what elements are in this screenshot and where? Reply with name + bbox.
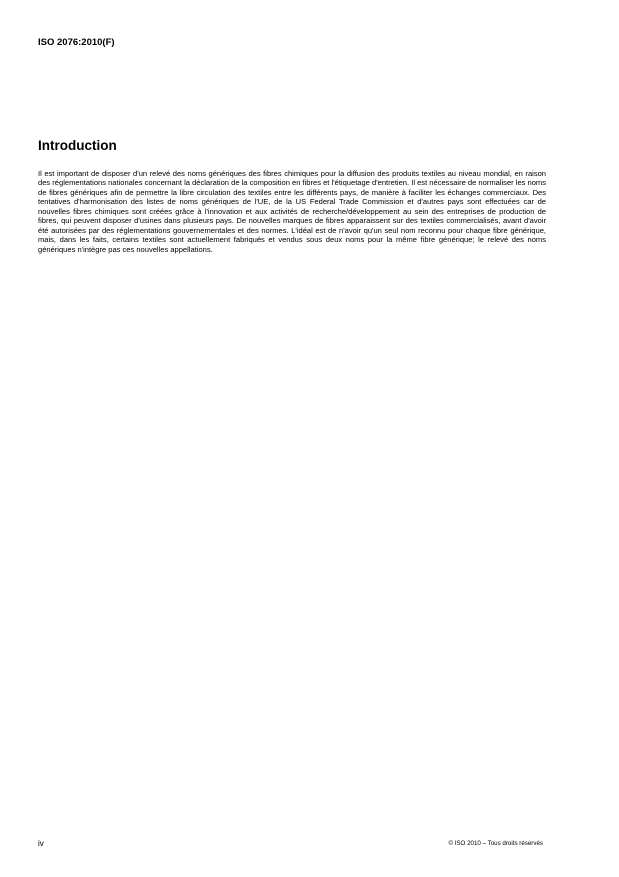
document-id: ISO 2076:2010(F) bbox=[38, 37, 115, 48]
introduction-paragraph: Il est important de disposer d'un relevé des noms génériques des fibres chimiques pour la diffusion des produits textiles au niveau mondial, en raison des réglementations nationales concernant la déclaration de la composition en fibres et l'étiquetage d'entretien. Il est nécessaire de normaliser les noms de fibres génériques afin de permettre la libre circulation des textiles entre les différents pays, de manière à faciliter les échanges commerciaux. Des tentatives d'harmonisation des listes de noms génériques de l'UE, de la US Federal Trade Commission et d'autres pays sont effectuées car de nouvelles fibres chimiques sont créées grâce à l'innovation et aux activités de recherche/développement au sein des entreprises de production de fibres, qui peuvent disposer d'usines dans plusieurs pays. De nouvelles marques de fibres apparaissent sur des textiles commercialisés, avant d'avoir été autorisées par des réglementations gouvernementales et des normes. L'idéal est de n'avoir qu'un seul nom reconnu pour chaque fibre générique, mais, dans les faits, certains textiles sont actuellement fabriqués et vendus sous deux noms pour la même fibre générique; le relevé des noms génériques n'intègre pas ces nouvelles appellations. bbox=[38, 169, 546, 254]
copyright-notice: © ISO 2010 – Tous droits réservés bbox=[448, 840, 543, 847]
section-title: Introduction bbox=[38, 138, 117, 153]
page-number: iv bbox=[38, 839, 44, 848]
